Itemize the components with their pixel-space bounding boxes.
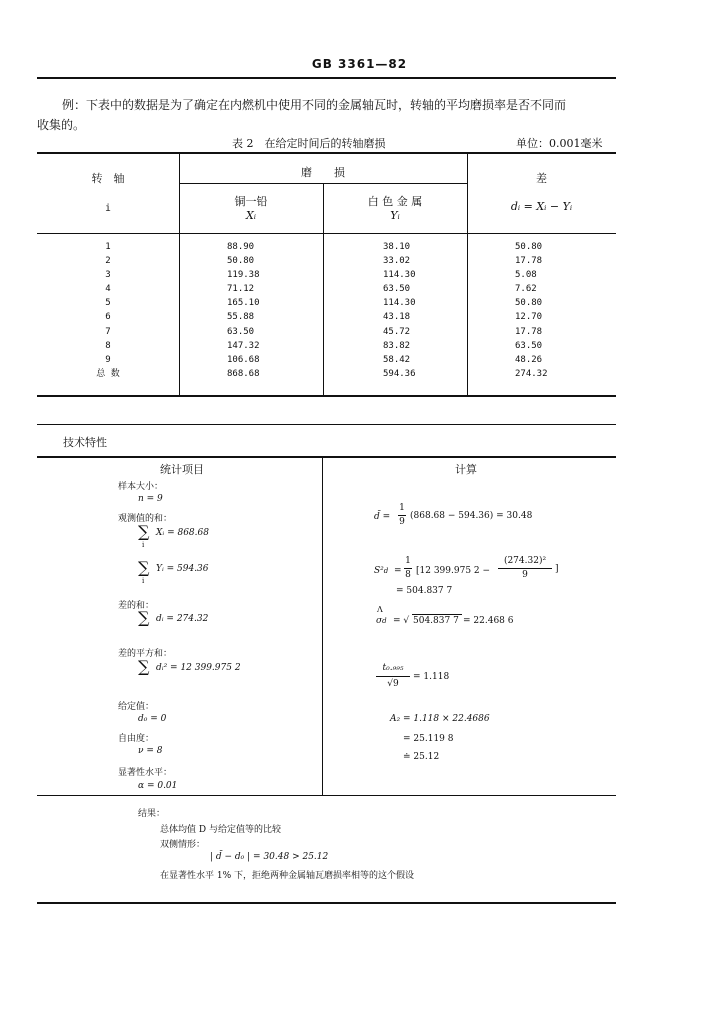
sum-index: i xyxy=(142,577,145,585)
calc-s2-inner-num: (274.32)² xyxy=(503,556,547,566)
cell-y: 38.10 xyxy=(383,242,411,252)
calc-sigma-eq: = √ xyxy=(393,616,410,626)
cell-i: 9 xyxy=(105,354,111,365)
col-copper-header: 铜一铅 xyxy=(234,195,268,208)
cell-i: 1 xyxy=(105,242,111,252)
cell-x: 147.32 xyxy=(227,340,260,351)
cell-x: 55.88 xyxy=(227,312,255,323)
calc-s2-lhs xyxy=(374,566,388,576)
calc-sigma-radicand: 504.837 7 xyxy=(413,616,459,626)
calc-s2-symbol: S² xyxy=(374,566,384,576)
result-bottom-rule xyxy=(37,902,616,904)
calc-t-den: √9 xyxy=(387,679,399,689)
result-line-2: 双侧情形： xyxy=(160,840,206,850)
cell-y: 63.50 xyxy=(383,284,411,295)
sum-x-value: Xᵢ = 868.68 xyxy=(156,528,209,538)
table-top-rule xyxy=(37,152,616,154)
cell-x: 106.68 xyxy=(227,354,260,365)
fraction-bar xyxy=(498,568,552,569)
tech-title: 技术特性 xyxy=(63,436,107,449)
table-row xyxy=(37,325,616,339)
calc-sigma-value: = 22.468 6 xyxy=(463,616,514,626)
col-diff-formula: dᵢ = Xᵢ − Yᵢ xyxy=(510,200,573,213)
calc-t-value: = 1.118 xyxy=(413,672,450,682)
cell-i: 3 xyxy=(105,270,111,281)
intro-line-2: 收集的。 xyxy=(37,118,86,132)
col-white-symbol: Yᵢ xyxy=(390,209,400,222)
document-header xyxy=(0,57,719,71)
unit-label: 单位：0.001毫米 xyxy=(516,137,603,150)
table-row xyxy=(37,282,616,296)
given-label: 给定值： xyxy=(118,702,155,712)
col-shaft-header: 转 轴 xyxy=(91,172,125,185)
cell-i: 6 xyxy=(105,312,111,323)
calc-dbar-lhs: d̄ = xyxy=(374,512,391,522)
result-line-3: | d̄ − d₀ | = 30.48 > 25.12 xyxy=(210,852,329,862)
significance-value: α = 0.01 xyxy=(138,781,178,791)
intro-line-1: 例：下表中的数据是为了确定在内燃机中使用不同的金属轴瓦时，转轴的平均磨损率是否不同而 xyxy=(62,98,567,112)
sum-d2-value: dᵢ² = 12 399.975 2 xyxy=(156,663,241,673)
fraction-bar xyxy=(376,676,410,677)
cell-d: 5.08 xyxy=(515,270,537,281)
tech-bottom-rule xyxy=(37,795,616,796)
table-header-rule xyxy=(37,233,616,234)
cell-y: 33.02 xyxy=(383,256,411,267)
cell-i: 5 xyxy=(105,298,111,309)
result-line-4: 在显著性水平 1% 下，拒绝两种金属轴瓦磨损率相等的这个假设 xyxy=(160,871,415,881)
col-diff-header: 差 xyxy=(536,172,547,185)
result-line-1: 总体均值 D 与给定值等的比较 xyxy=(160,825,281,835)
cell-i: 2 xyxy=(105,256,111,267)
sample-size-label: 样本大小： xyxy=(118,482,164,492)
header-rule xyxy=(37,77,616,79)
sum-index: i xyxy=(142,541,145,549)
calc-sigma-symbol: σ xyxy=(376,616,383,626)
table-row xyxy=(37,353,616,367)
diff-sum-label: 差的和： xyxy=(118,601,155,611)
tech-header-rule xyxy=(37,456,616,458)
cell-y: 45.72 xyxy=(383,326,411,337)
fraction-bar xyxy=(398,515,406,516)
cell-i: 7 xyxy=(105,326,111,337)
calc-s2-mid: [12 399.975 2 − xyxy=(416,566,491,576)
table-row xyxy=(37,310,616,324)
cell-d: 50.80 xyxy=(515,298,543,309)
calc-s2-close: ] xyxy=(555,564,559,574)
calc-s2-num: 1 xyxy=(405,556,411,566)
calc-header: 计算 xyxy=(455,463,477,476)
cell-d: 7.62 xyxy=(515,284,537,295)
cell-d: 50.80 xyxy=(515,242,543,252)
cell-d: 63.50 xyxy=(515,340,543,351)
table-bottom-rule xyxy=(37,395,616,397)
calc-sigma-hat: Λ xyxy=(377,605,383,614)
cell-y: 43.18 xyxy=(383,312,411,323)
calc-s2-inner-den: 9 xyxy=(522,570,528,580)
stat-header: 统计项目 xyxy=(160,463,204,476)
cell-x: 71.12 xyxy=(227,284,255,295)
cell-d: 17.78 xyxy=(515,326,543,337)
given-value: d₀ = 0 xyxy=(138,714,167,724)
result-title: 结果： xyxy=(138,809,166,819)
calc-s2-subscript: d xyxy=(383,567,389,575)
dof-label: 自由度： xyxy=(118,734,155,744)
cell-d: 17.78 xyxy=(515,256,543,267)
sq-sum-label: 差的平方和： xyxy=(118,649,173,659)
col-copper-symbol: Xᵢ xyxy=(245,209,257,222)
calc-sigma-subscript: d xyxy=(382,617,387,625)
obs-sum-label: 观测值的和： xyxy=(118,514,173,524)
sum-d-value: dᵢ = 274.32 xyxy=(156,614,209,624)
sum-symbol: ∑ xyxy=(138,608,150,627)
cell-y: 114.30 xyxy=(383,270,416,281)
cell-y: 594.36 xyxy=(383,368,416,379)
cell-i: 总 数 xyxy=(96,368,120,379)
fraction-bar xyxy=(404,568,412,569)
col-white-header: 白 色 金 属 xyxy=(367,195,423,208)
table-row xyxy=(37,240,616,254)
col-shaft-sub: i xyxy=(105,203,111,214)
calc-a2-value-2: ≐ 25.12 xyxy=(403,752,440,762)
standard-code: GB 3361—82 xyxy=(311,57,408,71)
calc-s2-value: = 504.837 7 xyxy=(396,586,453,596)
cell-i: 8 xyxy=(105,340,111,351)
calc-dbar-den: 9 xyxy=(399,517,405,527)
col-wear-header: 磨 损 xyxy=(301,166,345,179)
calc-a2-lhs: A₂ = 1.118 × 22.4686 xyxy=(390,714,490,724)
calc-dbar-num: 1 xyxy=(399,503,405,513)
sum-symbol: ∑ xyxy=(138,522,150,541)
cell-x: 119.38 xyxy=(227,270,260,281)
sum-symbol: ∑ xyxy=(138,558,150,577)
cell-y: 83.82 xyxy=(383,340,411,351)
table-caption: 表 2 在给定时间后的转轴磨损 xyxy=(232,137,386,150)
sum-symbol: ∑ xyxy=(138,657,150,676)
cell-i: 4 xyxy=(105,284,111,295)
tech-vline xyxy=(322,456,323,796)
cell-x: 165.10 xyxy=(227,298,260,309)
calc-a2-value-1: = 25.119 8 xyxy=(403,734,454,744)
calc-t-num: t₀.₉₉₅ xyxy=(382,663,404,673)
cell-x: 50.80 xyxy=(227,256,255,267)
table-row xyxy=(37,339,616,353)
cell-x: 868.68 xyxy=(227,368,260,379)
cell-y: 114.30 xyxy=(383,298,416,309)
table-row xyxy=(37,254,616,268)
table-row-total xyxy=(37,367,616,381)
significance-label: 显著性水平： xyxy=(118,768,173,778)
tech-top-rule xyxy=(37,424,616,425)
cell-d: 48.26 xyxy=(515,354,543,365)
sum-y-value: Yᵢ = 594.36 xyxy=(156,564,209,574)
table-row xyxy=(37,268,616,282)
cell-y: 58.42 xyxy=(383,354,411,365)
wear-table xyxy=(37,240,616,381)
calc-s2-den: 8 xyxy=(405,570,411,580)
calc-s2-equals: = xyxy=(394,566,402,576)
radical-bar xyxy=(412,614,462,615)
table-row xyxy=(37,296,616,310)
dof-value: ν = 8 xyxy=(138,746,163,756)
cell-x: 88.90 xyxy=(227,242,255,252)
cell-d: 12.70 xyxy=(515,312,543,323)
cell-d: 274.32 xyxy=(515,368,548,379)
cell-x: 63.50 xyxy=(227,326,255,337)
calc-dbar-rest: (868.68 − 594.36) = 30.48 xyxy=(410,511,533,521)
sample-size-value: n = 9 xyxy=(138,494,163,504)
